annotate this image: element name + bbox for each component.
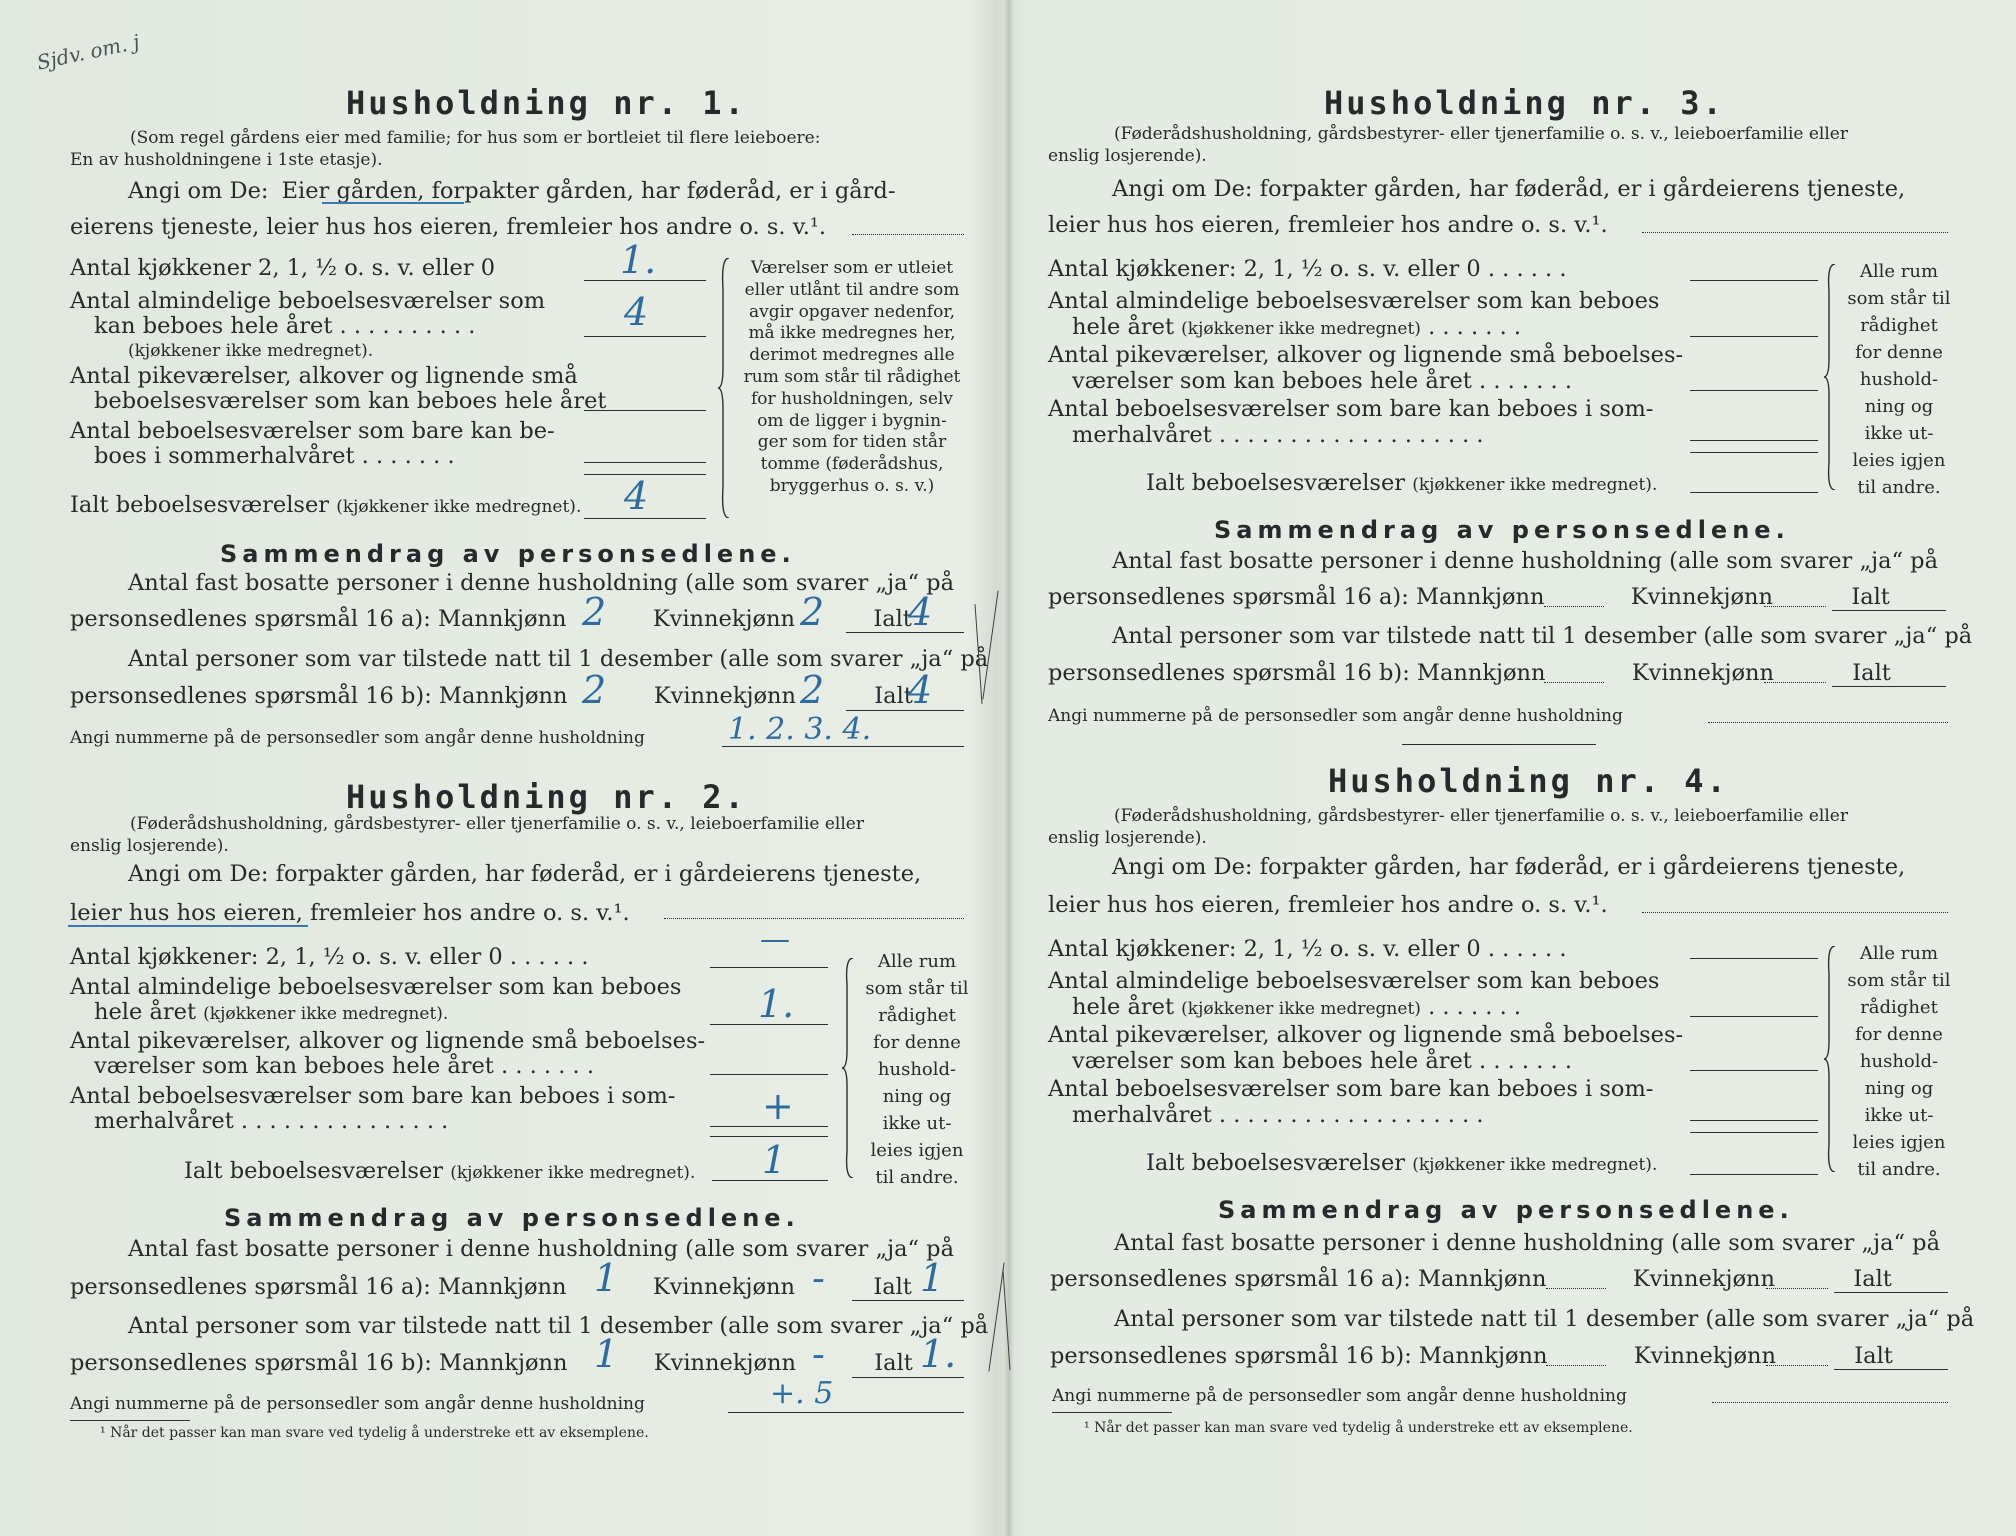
h2-maid-rooms-label-2: værelser som kan beboes hele året . . . . . . . [94,1053,594,1079]
h4-summer-rooms-line [1690,1120,1818,1121]
h3-summer-rooms-line-2 [1690,452,1818,453]
h4-rooms-side-note: Alle rum som står til rådighet for denne hushold- ning og ikke ut- leies igjen til andre. [1847,943,1951,1180]
h4-summer-rooms-line-2 [1690,1132,1818,1133]
summary-2-numbers-line [728,1412,964,1413]
summary-2-b-total-line [852,1377,964,1378]
summary-2-numbers-value: +. 5 [770,1376,834,1411]
h4-side-note-brace [1824,946,1836,1172]
household-2-angi-line2: leier hus hos eieren, fremleier hos andre o. s. v.¹. [70,900,630,926]
kitchens-value: 1. [620,238,657,282]
summary-4-a-line1: Antal fast bosatte personer i denne husholdning (alle som svarer „ja“ på [1114,1230,1940,1256]
h2-summer-rooms-value: + [762,1084,794,1128]
summary-4-numbers-label: Angi nummerne på de personsedler som angår denne husholdning [1052,1386,1627,1406]
summary-3-a-male-line [1544,606,1604,607]
household-3-note-line1: (Føderådshusholdning, gårdsbestyrer- eller tjenerfamilie o. s. v., leieboerfamilie eller [1114,124,1848,144]
summary-3-a-line2: personsedlenes spørsmål 16 a): Mannkjønn Kvinnekjønn Ialt [1048,584,1890,610]
household-2-note-line1: (Føderådshusholdning, gårdsbestyrer- eller tjenerfamilie o. s. v., leieboerfamilie eller [130,814,864,834]
household-4-note-line2: enslig losjerende). [1048,828,1207,848]
household-3-angi-line1: Angi om De: forpakter gården, har føderåd, er i gårdeierens tjeneste, [1112,176,1906,202]
h3-maid-rooms-label-1: Antal pikeværelser, alkover og lignende små beboelses- [1048,342,1684,368]
household-4-title: Husholdning nr. 4. [1328,762,1729,800]
kitchens-label: Antal kjøkkener 2, 1, ½ o. s. v. eller 0 [70,255,496,281]
eier-garden-underline [322,202,464,204]
summary-3-b-line2: personsedlenes spørsmål 16 b): Mannkjønn Kvinnekjønn Ialt [1048,660,1891,686]
summary-1-numbers-label: Angi nummerne på de personsedler som angår denne husholdning [70,728,645,748]
corner-pencil-note: Sjdv. om. j [34,29,142,75]
summary-3-b-line1: Antal personer som var tilstede natt til 1 desember (alle som svarer „ja“ på [1112,623,1973,649]
summary-2-male-b: 1 [594,1332,619,1376]
summary-2-male: 1 [594,1256,619,1300]
h2-summer-rooms-label-1: Antal beboelsesværelser som bare kan beboes i som- [70,1083,676,1109]
summary-4-a-line2: personsedlenes spørsmål 16 a): Mannkjønn Kvinnekjønn Ialt [1050,1266,1892,1292]
h4-ordinary-rooms-line [1690,1016,1818,1017]
ordinary-rooms-label-1: Antal almindelige beboelsesværelser som [70,288,546,314]
summary-1-a-line2: personsedlenes spørsmål 16 a): Mannkjønn Kvinnekjønn Ialt [70,606,912,632]
summary-4-a-male-line [1546,1288,1606,1289]
h2-kitchens-value: — [760,922,790,957]
h3-total-rooms-label: Ialt beboelsesværelser (kjøkkener ikke medregnet). [1146,470,1658,496]
summary-3-numbers-line [1708,722,1948,723]
h3-ordinary-rooms-label-1: Antal almindelige beboelsesværelser som kan beboes [1048,288,1660,314]
summary-2-female-b: - [812,1332,825,1376]
h4-kitchens-line [1690,958,1818,959]
summary-4-numbers-line [1712,1402,1948,1403]
summary-2-a-line1: Antal fast bosatte personer i denne husholdning (alle som svarer „ja“ på [128,1236,954,1262]
h4-maid-rooms-line [1690,1070,1818,1071]
h3-kitchens-label: Antal kjøkkener: 2, 1, ½ o. s. v. eller 0 . . . . . . [1048,256,1567,282]
h4-summer-rooms-label-1: Antal beboelsesværelser som bare kan beboes i som- [1048,1076,1654,1102]
angi-label: Angi om De: [128,178,269,204]
angi-answer-line [852,234,964,235]
summary-4-b-male-line [1546,1365,1606,1366]
h4-ordinary-rooms-label-1: Antal almindelige beboelsesværelser som kan beboes [1048,968,1660,994]
summary-2-title: Sammendrag av personsedlene. [224,1204,800,1232]
h3-side-note-brace [1824,264,1836,490]
summary-1-b-line1: Antal personer som var tilstede natt til 1 desember (alle som svarer „ja“ på [128,646,989,672]
summary-1-female-b: 2 [800,668,825,712]
h2-summer-rooms-line [710,1126,828,1127]
summary-1-numbers-value: 1. 2. 3. 4. [728,712,872,747]
summary-3-b-total-line [1832,686,1946,687]
household-1-note-line2: En av husholdningene i 1ste etasje). [70,150,383,170]
ordinary-rooms-value: 4 [624,290,649,334]
summary-4-b-line1: Antal personer som var tilstede natt til 1 desember (alle som svarer „ja“ på [1114,1306,1975,1332]
h3-maid-rooms-label-2: værelser som kan beboes hele året . . . . . . . [1072,368,1572,394]
household-2-title: Husholdning nr. 2. [346,778,747,816]
summary-1-a-line1: Antal fast bosatte personer i denne husholdning (alle som svarer „ja“ på [128,570,954,596]
h2-summer-rooms-label-2: merhalvåret . . . . . . . . . . . . . . . [94,1108,449,1134]
checkmark-stroke-1 [982,590,998,699]
h2-total-rooms-label: Ialt beboelsesværelser (kjøkkener ikke medregnet). [184,1158,696,1184]
h3-angi-answer-line [1642,232,1948,233]
angi-option-eier-garden: Eier gården, [281,178,425,204]
ordinary-rooms-label-2: kan beboes hele året . . . . . . . . . . [94,313,476,339]
summary-4-b-total-line [1834,1369,1948,1370]
summer-rooms-line [584,462,706,463]
summary-4-a-female-line [1766,1288,1828,1289]
household-3-note-line2: enslig losjerende). [1048,146,1207,166]
h3-total-rooms-line [1690,492,1818,493]
summary-1-total: 4 [908,590,933,634]
household-1-note-line1: (Som regel gårdens eier med familie; for hus som er bortleiet til flere leieboere: [130,128,821,148]
angi-option-leier-hus: leier hus hos eieren, [70,900,303,926]
h4-maid-rooms-label-2: værelser som kan beboes hele året . . . . . . . [1072,1048,1572,1074]
summary-3-a-total-line [1832,610,1946,611]
leier-hus-underline [68,925,308,927]
h3-summer-rooms-line [1690,440,1818,441]
summary-2-a-line2: personsedlenes spørsmål 16 a): Mannkjønn Kvinnekjønn Ialt [70,1274,912,1300]
maid-rooms-label-2: beboelsesværelser som kan beboes hele året [94,388,607,414]
summary-1-numbers-line [722,746,964,747]
summer-rooms-label-1: Antal beboelsesværelser som bare kan be- [70,418,555,444]
summary-3-a-female-line [1764,606,1826,607]
h2-ordinary-rooms-label-2: hele året (kjøkkener ikke medregnet). [94,999,449,1025]
maid-rooms-line [584,410,706,411]
summary-1-b-total-line [846,710,964,711]
household-2-angi-line1: Angi om De: forpakter gården, har føderåd, er i gårdeierens tjeneste, [128,861,922,887]
summary-4-b-line2: personsedlenes spørsmål 16 b): Mannkjønn Kvinnekjønn Ialt [1050,1343,1893,1369]
h2-summer-rooms-line-2 [710,1136,828,1137]
h4-kitchens-label: Antal kjøkkener: 2, 1, ½ o. s. v. eller 0 . . . . . . [1048,936,1567,962]
summary-1-title: Sammendrag av personsedlene. [220,540,796,568]
household-1-angi-line2: eierens tjeneste, leier hus hos eieren, fremleier hos andre o. s. v.¹. [70,214,827,240]
household-3-title: Husholdning nr. 3. [1324,84,1725,122]
summer-rooms-label-2: boes i sommerhalvåret . . . . . . . [94,443,455,469]
summary-3-b-female-line [1764,682,1826,683]
h3-ordinary-rooms-line [1690,336,1818,337]
h3-summer-rooms-label-2: merhalvåret . . . . . . . . . . . . . . . . . . . [1072,422,1484,448]
angi-2-answer-line [664,918,964,919]
summary-2-total: 1 [920,1256,945,1300]
summary-1-male: 2 [582,590,607,634]
summary-2-b-line2: personsedlenes spørsmål 16 b): Mannkjønn Kvinnekjønn Ialt [70,1350,913,1376]
h3-maid-rooms-line [1690,390,1818,391]
h4-ordinary-rooms-label-2: hele året (kjøkkener ikke medregnet) . . . . . . . [1072,994,1522,1020]
summary-3-title: Sammendrag av personsedlene. [1214,516,1790,544]
h3-rooms-side-note: Alle rum som står til rådighet for denne hushold- ning og ikke ut- leies igjen til andre. [1847,261,1951,498]
kitchens-line [584,280,706,281]
household-4-note-line1: (Føderådshusholdning, gårdsbestyrer- eller tjenerfamilie o. s. v., leieboerfamilie eller [1114,806,1848,826]
summary-1-female: 2 [800,590,825,634]
summary-3-numbers-label: Angi nummerne på de personsedler som angår denne husholdning [1048,706,1623,726]
h2-kitchens-line [710,967,828,968]
household-1-angi-line1 [128,178,895,204]
summary-2-total-b: 1. [920,1332,957,1376]
h4-angi-answer-line [1642,912,1948,913]
h3-kitchens-line [1690,280,1818,281]
total-rooms-line [584,518,706,519]
h2-maid-rooms-label-1: Antal pikeværelser, alkover og lignende små beboelses- [70,1028,706,1054]
household-4-angi-line2: leier hus hos eieren, fremleier hos andre o. s. v.¹. [1048,892,1608,918]
household-1-title: Husholdning nr. 1. [346,84,747,122]
h2-maid-rooms-line [710,1074,828,1075]
summary-2-a-total-line [852,1300,964,1301]
maid-rooms-label-1: Antal pikeværelser, alkover og lignende små [70,363,578,389]
h2-rooms-side-note: Alle rum som står til rådighet for denne hushold- ning og ikke ut- leies igjen til andre. [865,951,969,1188]
h2-ordinary-rooms-value: 1. [758,982,795,1026]
h2-total-rooms-value: 1 [762,1138,787,1182]
household-4-angi-line1: Angi om De: forpakter gården, har føderåd, er i gårdeierens tjeneste, [1112,854,1906,880]
summary-4-a-total-line [1834,1292,1948,1293]
angi-options-rest: forpakter gården, har føderåd, er i gård- [431,178,896,204]
ordinary-rooms-note: (kjøkkener ikke medregnet). [128,341,374,361]
summary-4-title: Sammendrag av personsedlene. [1218,1196,1794,1224]
h2-side-note-brace [842,958,854,1178]
footnote-separator-right [1052,1412,1172,1413]
total-rooms-value: 4 [624,474,649,518]
footnote-separator-left [70,1420,190,1421]
side-note-brace [718,258,730,518]
footnote-right: ¹ Når det passer kan man svare ved tydelig å understreke ett av eksemplene. [1084,1420,1633,1436]
summary-1-total-b: 4 [908,668,933,712]
h3-ordinary-rooms-label-2: hele året (kjøkkener ikke medregnet) . . . . . . . [1072,314,1522,340]
summary-1-b-line2: personsedlenes spørsmål 16 b): Mannkjønn Kvinnekjønn Ialt [70,683,913,709]
household-2-note-line2: enslig losjerende). [70,836,229,856]
h2-kitchens-label: Antal kjøkkener: 2, 1, ½ o. s. v. eller 0 . . . . . . [70,944,589,970]
summary-2-female: - [812,1256,825,1300]
ordinary-rooms-line [584,336,706,337]
household-3-angi-line2: leier hus hos eieren, fremleier hos andre o. s. v.¹. [1048,212,1608,238]
summary-1-male-b: 2 [582,668,607,712]
summary-1-a-total-line [846,632,964,633]
footnote-left: ¹ Når det passer kan man svare ved tydelig å understreke ett av eksemplene. [100,1425,649,1441]
h3-end-separator [1402,744,1596,745]
h3-summer-rooms-label-1: Antal beboelsesværelser som bare kan beboes i som- [1048,396,1654,422]
summary-4-b-female-line [1766,1365,1828,1366]
h2-total-rooms-line [712,1180,828,1181]
h4-total-rooms-line [1690,1174,1818,1175]
h4-maid-rooms-label-1: Antal pikeværelser, alkover og lignende små beboelses- [1048,1022,1684,1048]
h4-total-rooms-label: Ialt beboelsesværelser (kjøkkener ikke medregnet). [1146,1150,1658,1176]
total-rooms-label: Ialt beboelsesværelser (kjøkkener ikke medregnet). [70,492,582,518]
h4-summer-rooms-label-2: merhalvåret . . . . . . . . . . . . . . . . . . . [1072,1102,1484,1128]
summary-3-a-line1: Antal fast bosatte personer i denne husholdning (alle som svarer „ja“ på [1112,548,1938,574]
summary-3-b-male-line [1544,682,1604,683]
h2-ordinary-rooms-label-1: Antal almindelige beboelsesværelser som kan beboes [70,974,682,1000]
rooms-side-note: Værelser som er utleiet eller utlånt til andre som avgir opgaver nedenfor, må ikke medregnes her, derimot medregnes alle rum som står til rådighet for husholdningen, selv om de ligger i bygnin- ger som for tiden står tomme (føderådshus, bryggerhus o. s. v.) [743,258,961,496]
summary-2-b-line1: Antal personer som var tilstede natt til 1 desember (alle som svarer „ja“ på [128,1313,989,1339]
h2-ordinary-rooms-line [710,1024,828,1025]
summary-2-numbers-label: Angi nummerne på de personsedler som angår denne husholdning [70,1394,645,1414]
